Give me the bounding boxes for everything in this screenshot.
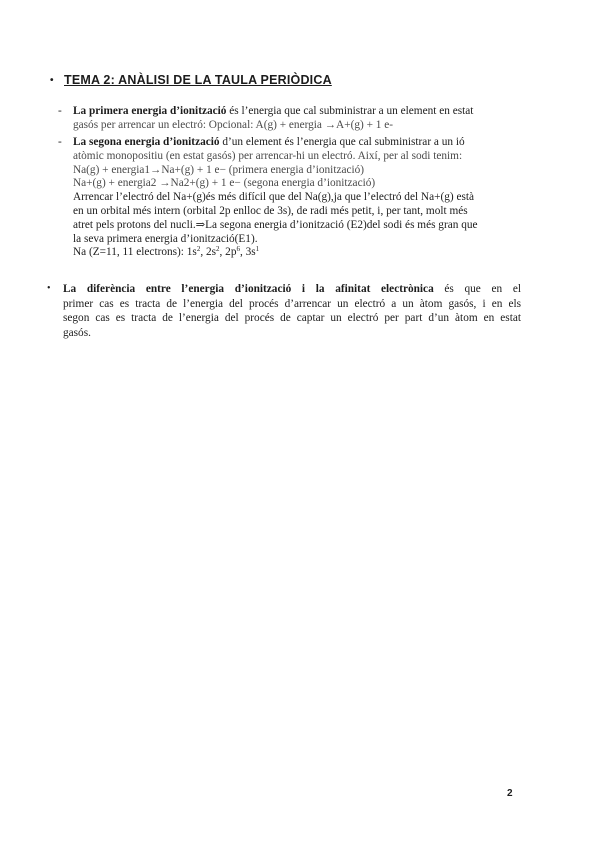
item3-text-2: primer cas es tracta de l’energia del procés d’arrencar un electró a un àtom gasós, i en els (63, 297, 521, 310)
item2-text-7: atret pels protons del nucli.⇒La segona energia d’ionització (E2)del sodi és més gran que (73, 218, 478, 231)
config-sup: 2 (216, 245, 220, 254)
item3-text-4: gasós. (63, 326, 91, 339)
heading-bullet: • (50, 75, 54, 86)
section-heading (50, 73, 332, 87)
config-part: 1s (186, 246, 197, 259)
item2-text-2: atòmic monopositiu (en estat gasós) per arrencar-hi un electró. Així, per al sodi tenim: (73, 149, 463, 162)
item2-eq-2: Na+(g) + energia2 →Na2+(g) + 1 e− (segona energia d’ionització) (73, 177, 376, 190)
item3-text-3: segon cas es tracta de l’energia del procés de captar un electró per part d’un àtom en estat (63, 312, 521, 324)
item2-text-8: la seva primera energia d’ionització(E1). (73, 232, 258, 245)
item1-text-2: gasós per arrencar un electró: Opcional: A(g) + energia →A+(g) + 1 e- (73, 118, 394, 131)
config-sup: 6 (236, 245, 240, 254)
electron-config (73, 246, 528, 260)
config-sup: 1 (255, 245, 260, 254)
config-part: , 2s (200, 246, 217, 259)
term-primera-energia: La primera energia d’ionització (73, 105, 227, 117)
config-part: , 3s (239, 246, 256, 259)
heading-text: TEMA 2: ANÀLISI DE LA TAULA PERIÒDICA (64, 73, 332, 87)
config-sup: 2 (196, 245, 201, 254)
item1-text-1: és l’energia que cal subministrar a un element en estat (226, 105, 474, 117)
list-bullet: • (47, 283, 51, 294)
item2-text-5: Arrencar l’electró del Na+(g)és més difícil que del Na(g),ja que l’electró del Na+(g) està (73, 191, 475, 204)
term-diferencia: La diferència entre l’energia d’ionització i la afinitat electrònica (63, 283, 434, 295)
config-part: , 2p (219, 246, 237, 259)
item2-text-1: d’un element és l’energia que cal subministrar a un ió (219, 136, 465, 148)
item3-text-1: és que en el (433, 283, 521, 295)
term-segona-energia: La segona energia d’ionització (73, 136, 220, 148)
page-number: 2 (507, 788, 513, 799)
list-dash: - (58, 105, 62, 117)
item2-eq-1: Na(g) + energia1→Na+(g) + 1 e− (primera energia d’ionització) (73, 163, 365, 176)
item2-text-6: en un orbital més intern (orbital 2p enlloc de 3s), de radi més petit, i, per tant, molt més (73, 204, 468, 217)
config-label: Na (Z=11, 11 electrons): (73, 246, 187, 259)
list-dash: - (58, 136, 62, 148)
